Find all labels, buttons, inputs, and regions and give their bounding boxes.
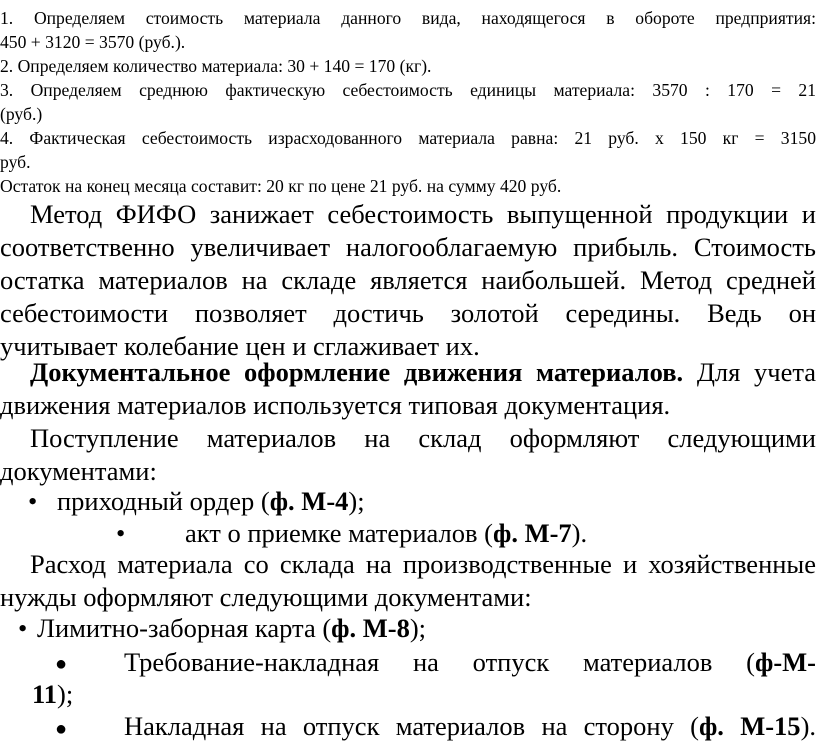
docs-heading: Документальное оформление движения материалов.	[30, 357, 684, 387]
docs-heading-tail: Для учета	[683, 357, 816, 387]
expense-bullet-3: ●	[55, 718, 68, 740]
receipt-line-1: Поступление материалов на склад оформляют следующими	[30, 423, 816, 453]
receipt-item-2-code: ф. М-7	[493, 518, 572, 548]
expense-item-2-code: ф-М-	[755, 647, 816, 677]
docs-line-1	[30, 356, 816, 389]
expense-item-2-end: );	[57, 679, 74, 709]
calc-line-2: 2. Определяем количество материала: 30 + 140 = 170 (кг).	[0, 56, 432, 76]
expense-item-2-text: Требование-накладная на отпуск материалов (	[124, 647, 755, 677]
expense-line-2: нужды оформляют следующими документами:	[0, 582, 532, 612]
fifo-line-3: остатка материалов на складе является наибольшей. Метод средней	[0, 265, 816, 295]
expense-item-2	[124, 646, 816, 679]
calc-line-5: Остаток на конец месяца составит: 20 кг по цене 21 руб. на сумму 420 руб.	[0, 176, 562, 196]
fifo-line-4: себестоимости позволяет достичь золотой середины. Ведь он	[0, 298, 816, 328]
receipt-item-1-code: ф. М-4	[269, 486, 349, 516]
calc-line-1-cont: 450 + 3120 = 3570 (руб.).	[0, 32, 186, 52]
receipt-item-1-text: приходный ордер (	[57, 486, 270, 516]
receipt-item-1-end: );	[348, 486, 365, 516]
receipt-item-1	[57, 485, 365, 518]
fifo-line-2: соответственно увеличивает налогооблагаемую прибыль. Стоимость	[0, 232, 816, 262]
calc-line-4: 4. Фактическая себестоимость израсходованного материала равна: 21 руб. х 150 кг = 3150	[0, 128, 816, 148]
calc-line-1: 1. Определяем стоимость материала данного вида, находящегося в обороте предприятия:	[0, 8, 816, 28]
receipt-item-2-text: акт о приемке материалов (	[185, 518, 493, 548]
docs-line-2: движения материалов используется типовая документация.	[0, 390, 671, 420]
fifo-line-5: учитывает колебание цен и сглаживает их.	[0, 331, 480, 361]
expense-bullet-1: •	[18, 613, 28, 643]
receipt-item-2	[185, 517, 587, 550]
calc-line-4-cont: руб.	[0, 152, 31, 172]
expense-item-3-text: Накладная на отпуск материалов на сторону (	[124, 711, 699, 741]
expense-item-2-code-cont: 11	[32, 679, 58, 709]
expense-item-1-end: );	[409, 613, 427, 643]
expense-item-3	[124, 710, 816, 743]
receipt-bullet-2: •	[116, 518, 126, 548]
calc-line-3: 3. Определяем среднюю фактическую себестоимость единицы материала: 3570 : 170 = 21	[0, 80, 816, 100]
calc-line-3-cont: (руб.)	[0, 104, 43, 124]
expense-line-1: Расход материала со склада на производственные и хозяйственные	[30, 549, 816, 579]
expense-item-1-text: Лимитно-заборная карта (	[37, 613, 332, 643]
expense-item-1	[37, 612, 426, 645]
expense-item-2-cont	[32, 678, 73, 711]
expense-item-3-end: ).	[800, 711, 816, 741]
receipt-item-2-end: ).	[571, 518, 588, 548]
receipt-line-2: документами:	[0, 456, 157, 486]
expense-item-3-code: ф. М-15	[698, 711, 801, 741]
fifo-line-1: Метод ФИФО занижает себестоимость выпущенной продукции и	[30, 199, 816, 229]
receipt-bullet-1: •	[28, 486, 38, 516]
expense-bullet-2: ●	[55, 653, 68, 675]
expense-item-1-code: ф. М-8	[331, 613, 410, 643]
